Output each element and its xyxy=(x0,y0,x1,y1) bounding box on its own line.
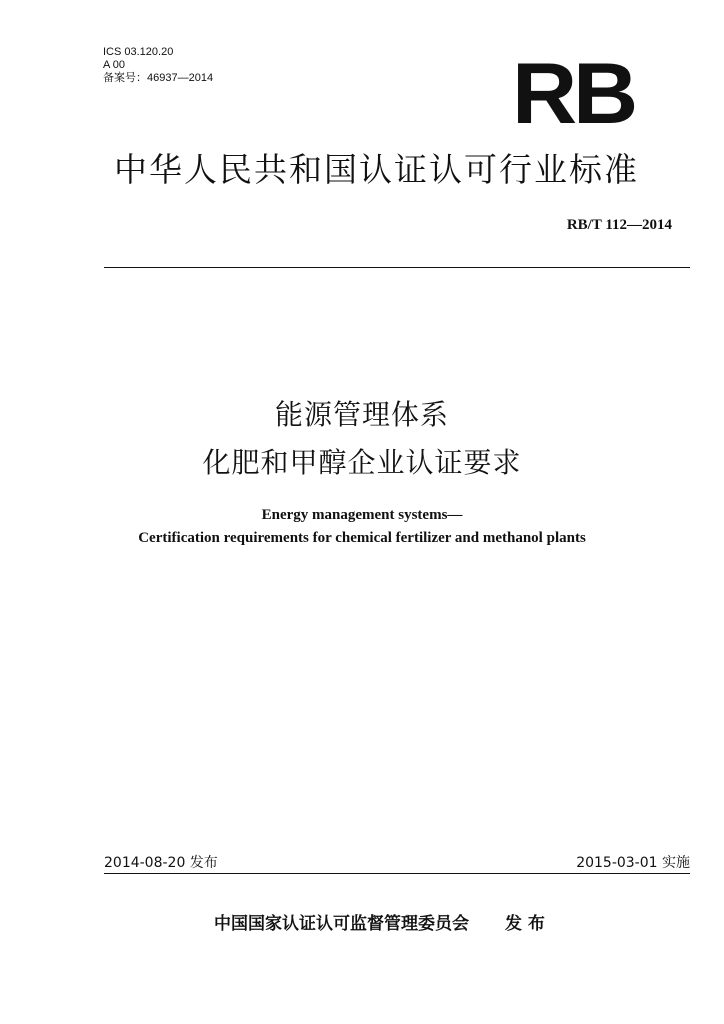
rb-logo-text: RB xyxy=(512,46,635,142)
publisher-action: 发 布 xyxy=(505,914,545,934)
chinese-title-line-2: 化肥和甲醇企业认证要求 xyxy=(202,446,522,479)
publisher-line xyxy=(214,909,545,934)
standard-category-title: 中华人民共和国认证认可行业标准 xyxy=(114,150,639,189)
top-divider xyxy=(104,267,690,268)
english-title-line-1: Energy management systems— xyxy=(261,507,463,523)
ics-code: ICS 03.120.20 xyxy=(103,46,174,58)
chinese-title-line-1: 能源管理体系 xyxy=(274,398,449,431)
publisher-name: 中国国家认证认可监督管理委员会 xyxy=(214,914,469,934)
issue-date: 2014-08-20 发布 xyxy=(104,855,218,871)
filing-number: 备案号：46937—2014 xyxy=(103,72,214,84)
standard-number-text: RB/T 112—2014 xyxy=(566,217,672,233)
english-title-line-2: Certification requirements for chemical fertilizer and methanol plants xyxy=(138,530,586,546)
classification-block xyxy=(103,46,213,85)
bottom-divider xyxy=(104,873,690,874)
rb-logo xyxy=(512,46,652,142)
implementation-date: 2015-03-01 实施 xyxy=(576,855,690,871)
ccs-code: A 00 xyxy=(103,59,126,71)
standard-number xyxy=(567,217,672,234)
